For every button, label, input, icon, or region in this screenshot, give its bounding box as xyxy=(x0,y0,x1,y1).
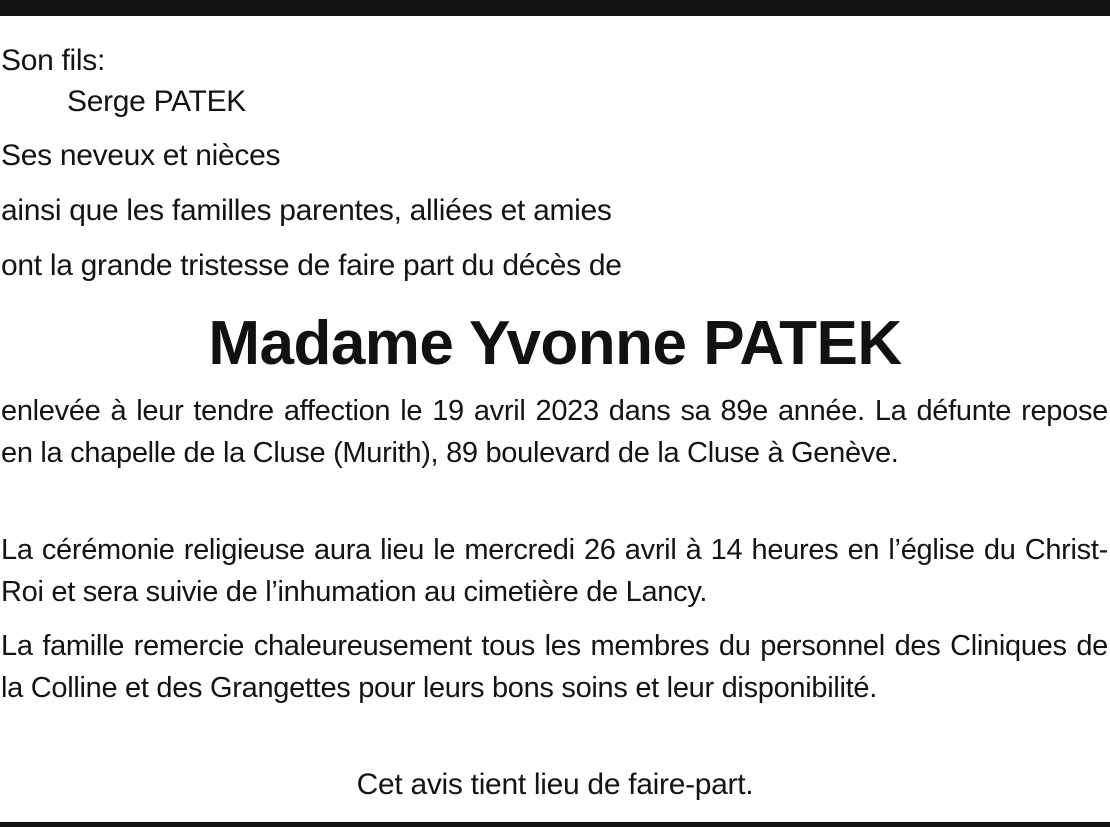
bottom-border-rule xyxy=(0,822,1110,827)
deceased-name: Madame Yvonne PATEK xyxy=(208,309,902,378)
closing-line: Cet avis tient lieu de faire-part. xyxy=(356,768,754,801)
son-name: Serge PATEK xyxy=(67,85,246,118)
paragraph-thanks: La famille remercie chaleureusement tous les membres du personnel des Cliniques de la Colline et des Grangettes pour leurs bons soins et leur disponibilité. xyxy=(1,630,1108,704)
son-label: Son fils: xyxy=(1,44,106,77)
nephews-line: Ses neveux et nièces xyxy=(1,139,281,172)
paragraph-ceremony: La cérémonie religieuse aura lieu le mercredi 26 avril à 14 heures en l’église du Christ-Roi et sera suivie de l’inhumation au cimetière de Lancy. xyxy=(1,534,1108,608)
top-border-rule xyxy=(0,0,1110,16)
announcement-line: ont la grande tristesse de faire part du décès de xyxy=(1,249,622,282)
families-line: ainsi que les familles parentes, alliées et amies xyxy=(1,194,612,227)
paragraph-death: enlevée à leur tendre affection le 19 avril 2023 dans sa 89e année. La défunte repose en la chapelle de la Cluse (Murith), 89 boulevard de la Cluse à Genève. xyxy=(1,395,1108,469)
